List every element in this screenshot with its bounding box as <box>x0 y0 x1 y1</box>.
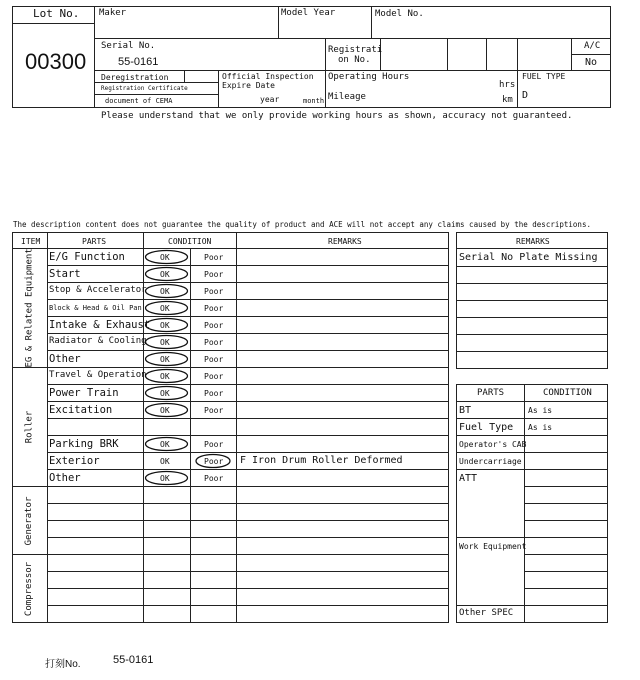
registration-no-label-1: Registrati <box>328 45 383 55</box>
ok-option: OK <box>160 354 170 364</box>
part-name: Exterior <box>49 454 100 467</box>
serial-no-value: 55-0161 <box>118 56 159 68</box>
poor-option: Poor <box>204 439 224 449</box>
poor-option: Poor <box>204 456 224 466</box>
stamp-no-label: 打刻No. <box>45 659 81 670</box>
registration-certificate-label: Registration Certificate <box>101 85 188 92</box>
year-label: year <box>260 95 280 104</box>
side-remark-first: Serial No Plate Missing <box>459 252 598 263</box>
official-inspection-label-1: Official Inspection <box>222 72 314 81</box>
section-label-compressor: Compressor <box>24 561 34 616</box>
official-inspection-label-2: Expire Date <box>222 81 275 90</box>
fuel-type-label: FUEL TYPE <box>522 72 566 81</box>
work-equipment-label: Work Equipment <box>459 542 527 551</box>
part-name: Power Train <box>49 386 119 399</box>
side-part-name: Operator's CAB <box>459 439 527 449</box>
ok-option: OK <box>160 405 170 415</box>
ac-label: A/C <box>584 41 601 51</box>
part-name: Intake & Exhaust <box>49 318 151 331</box>
remark-text: F Iron Drum Roller Deformed <box>240 454 403 466</box>
poor-option: Poor <box>204 252 224 262</box>
stamp-no-value: 55-0161 <box>113 654 154 666</box>
poor-option: Poor <box>204 337 224 347</box>
part-name: Excitation <box>49 403 113 416</box>
side-condition-header: CONDITION <box>543 388 592 398</box>
part-name: Other <box>49 471 81 484</box>
model-year-label: Model Year <box>281 8 336 18</box>
poor-option: Poor <box>204 286 224 296</box>
side-part-name: Undercarriage <box>459 456 522 466</box>
ok-option: OK <box>160 456 170 466</box>
operating-hours-label: Operating Hours <box>328 72 410 82</box>
poor-option: Poor <box>204 371 224 381</box>
side-part-condition: As is <box>528 422 553 432</box>
ok-option: OK <box>160 320 170 330</box>
mileage-label: Mileage <box>328 92 366 102</box>
fuel-type-value: D <box>522 90 529 101</box>
poor-option: Poor <box>204 354 224 364</box>
ac-value: No <box>585 57 598 68</box>
ok-option: OK <box>160 473 170 483</box>
ok-option: OK <box>160 286 170 296</box>
condition-header: CONDITION <box>168 237 212 246</box>
lot-no-label: Lot No. <box>33 7 80 20</box>
side-part-condition: As is <box>528 405 553 415</box>
poor-option: Poor <box>204 320 224 330</box>
ok-option: OK <box>160 252 170 262</box>
lot-no-value: 00300 <box>25 49 87 74</box>
item-header: ITEM <box>21 237 41 246</box>
other-spec-label: Other SPEC <box>459 608 514 618</box>
part-name: Stop & Accelerator <box>49 284 147 295</box>
part-name: Parking BRK <box>49 437 119 450</box>
section-label-roller: Roller <box>24 410 34 444</box>
part-name: Block & Head & Oil Pan <box>49 303 142 312</box>
month-label: month <box>303 97 325 105</box>
poor-option: Poor <box>204 303 224 313</box>
ok-option: OK <box>160 439 170 449</box>
poor-option: Poor <box>204 388 224 398</box>
side-remarks-header: REMARKS <box>516 237 550 246</box>
model-no-label: Model No. <box>375 9 424 19</box>
side-part-name: Fuel Type <box>459 421 514 433</box>
maker-label: Maker <box>99 8 127 18</box>
km-label: km <box>502 95 513 105</box>
deregistration-label: Deregistration <box>101 73 169 82</box>
ok-option: OK <box>160 388 170 398</box>
serial-no-label: Serial No. <box>101 41 156 51</box>
poor-option: Poor <box>204 473 224 483</box>
part-name: Other <box>49 352 81 365</box>
disclaimer-text: The description content does not guarantee the quality of product and ACE will not accept any claims caused by the descriptions. <box>13 220 591 229</box>
poor-option: Poor <box>204 269 224 279</box>
part-name: Travel & Operation <box>49 369 147 380</box>
working-hours-note: Please understand that we only provide working hours as shown, accuracy not guaranteed. <box>101 111 573 121</box>
poor-option: Poor <box>204 405 224 415</box>
part-name: Radiator & Cooling <box>49 335 147 346</box>
part-name: E/G Function <box>49 250 125 263</box>
remarks-header: REMARKS <box>328 237 362 246</box>
side-part-name: ATT <box>459 472 478 484</box>
part-name: Start <box>49 267 81 280</box>
ok-option: OK <box>160 337 170 347</box>
registration-no-label-2: on No. <box>338 55 371 65</box>
ok-option: OK <box>160 371 170 381</box>
ok-option: OK <box>160 269 170 279</box>
hrs-label: hrs <box>499 80 516 90</box>
section-label-generator: Generator <box>24 496 34 545</box>
parts-header: PARTS <box>82 237 107 246</box>
document-of-cema-label: document of CEMA <box>105 97 173 105</box>
side-parts-header: PARTS <box>477 388 505 398</box>
side-part-name: BT <box>459 404 472 416</box>
section-label-eg-related-equipment: EG & Related Equipment <box>24 248 34 368</box>
ok-option: OK <box>160 303 170 313</box>
